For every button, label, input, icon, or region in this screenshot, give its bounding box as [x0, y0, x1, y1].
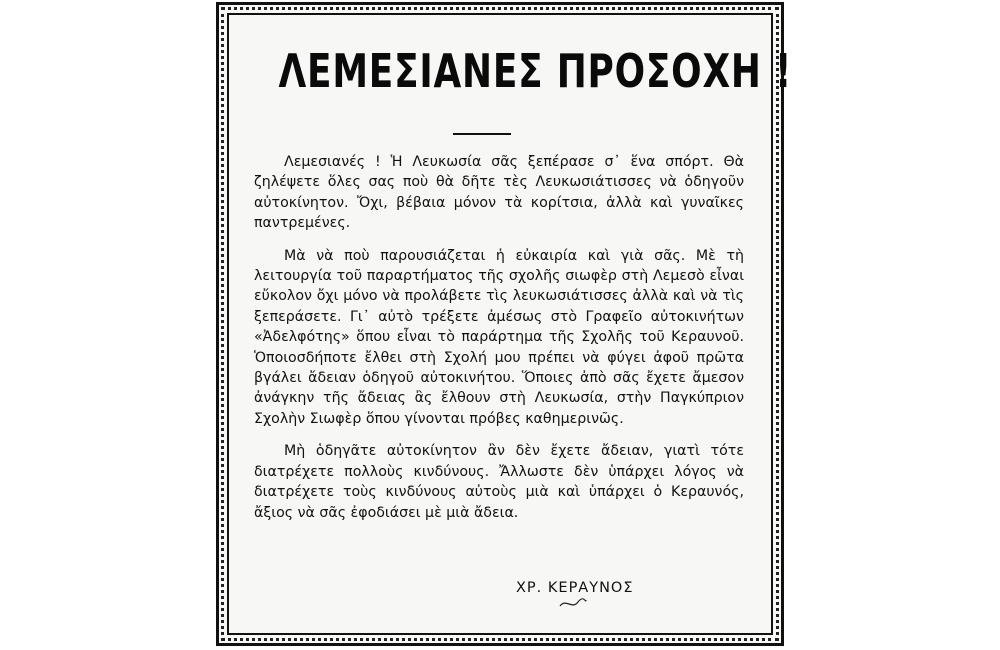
advert-headline: ΛΕΜΕΣΙΑΝΕΣ ΠΡΟΣΟΧΗ !	[278, 44, 793, 98]
newspaper-clipping	[216, 2, 793, 646]
signature-flourish	[558, 596, 588, 610]
signature: ΧΡ. ΚΕΡΑΥΝΟΣ	[516, 580, 634, 596]
advert-body	[254, 152, 744, 535]
paragraph-1: Λεμεσιανές ! Ἡ Λευκωσία σᾶς ξεπέρασε σ᾿ ἕνα σπόρτ. Θὰ ζηλέψετε ὅλες σας ποὺ θὰ δῆτε τὲς Λευκωσιάτισσες νὰ ὁδηγοῦν αὐτοκίνητον. Ὄχι, βέβαια μόνον τὰ κορίτσια, ἀλλὰ καὶ γυναῖκες παντρεμένες.	[254, 154, 744, 232]
headline-divider	[453, 133, 511, 135]
paragraph-2: Μὰ νὰ ποὺ παρουσιάζεται ἡ εὐκαιρία καὶ γιὰ σᾶς. Μὲ τὴ λειτουργία τοῦ παραρτήματος τῆς σχολῆς σιωφὲρ στὴ Λεμεσὸ εἶναι εὔκολον ὄχι μόνο νὰ προλάβετε τὶς λευκωσιάτισσες ἀλλὰ καὶ νὰ τὶς ξεπεράσετε. Γι᾿ αὐτὸ τρέξετε ἀμέσως στὸ Γραφεῖο αὐτοκινήτων «Ἀδελφότης» ὅπου εἶναι τὸ παράρτημα τῆς Σχολῆς τοῦ Κεραυνοῦ. Ὁποιοσδήποτε ἔλθει στὴ Σχολή μου πρέπει νὰ φύγει ἀφοῦ πρῶτα βγάλει ἄδειαν ὁδηγοῦ αὐτοκινήτου. Ὅποιες ἀπὸ σᾶς ἔχετε ἄμεσον ἀνάγκην τῆς ἄδειας ἂς ἔλθουν στὴ Λευκωσία, στὴν Παγκύπριον Σχολὴν Σιωφὲρ ὅπου γίνονται πρόβες καθημερινῶς.	[254, 247, 744, 427]
paragraph-3: Μὴ ὁδηγᾶτε αὐτοκίνητον ἂν δὲν ἔχετε ἄδειαν, γιατὶ τότε διατρέχετε πολλοὺς κινδύνους. Ἄλλωστε δὲν ὑπάρχει λόγος νὰ διατρέχετε τοὺς κινδύνους αὐτοὺς μιὰ καὶ ὑπάρχει ὁ Κεραυνός, ἄξιος νὰ σᾶς ἐφοδιάσει μὲ μιὰ ἄδεια.	[254, 443, 744, 521]
